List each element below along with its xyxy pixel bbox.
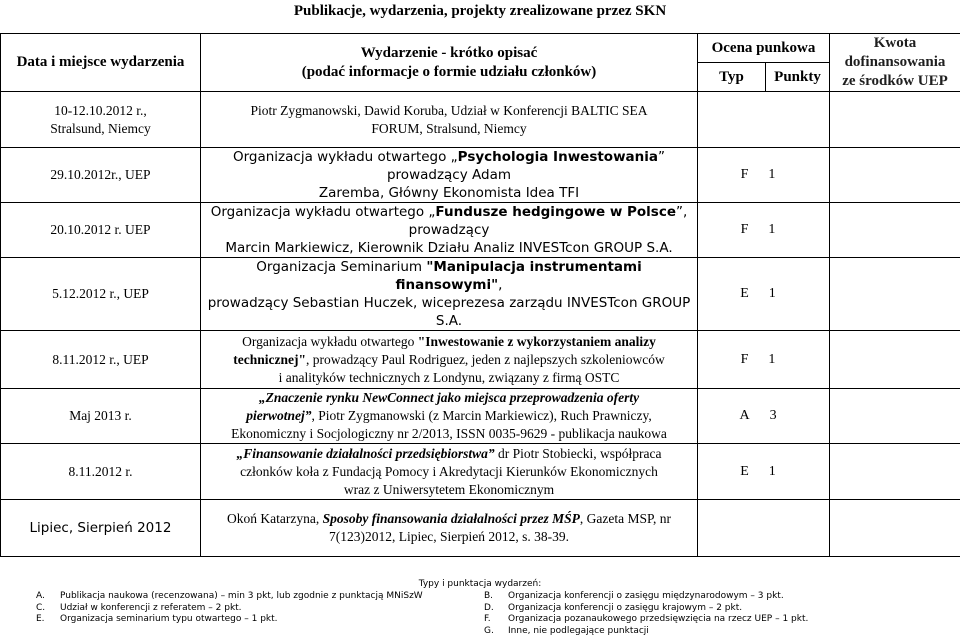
date-line: Stralsund, Niemcy (50, 120, 151, 136)
legend-key: B. (484, 591, 494, 601)
header-event-line2: (podać informacje o formie udziału członków) (301, 63, 597, 80)
legend-item (36, 614, 423, 626)
legend-text: Inne, nie podlegające punktacji (508, 625, 649, 636)
score-cell (698, 258, 830, 331)
event-text: , Gazeta MSP, nr (579, 511, 672, 526)
funding-cell (830, 258, 960, 331)
event-cell (201, 258, 698, 331)
date-cell: 8.11.2012 r., UEP (1, 331, 201, 389)
legend-key: A. (36, 591, 45, 601)
funding-cell (830, 500, 960, 557)
table-row (1, 148, 960, 203)
event-line: FORUM, Stralsund, Niemcy (371, 120, 527, 136)
header-funding-line2: dofinansowania (844, 54, 946, 70)
legend-text: Udział w konferencji z referatem – 2 pkt. (60, 602, 242, 613)
legend-item (36, 591, 423, 603)
type-value: F (740, 351, 769, 367)
type-value: F (740, 222, 769, 237)
event-title: „Finansowanie działalności przedsiębiorstwa” (236, 445, 495, 461)
event-line: Zaremba, Główny Ekonomista Idea TFI (318, 185, 580, 201)
date-cell: 8.11.2012 r. (1, 444, 201, 500)
points-value: 1 (768, 463, 796, 479)
type-value: E (740, 463, 769, 479)
event-line (204, 148, 694, 184)
funding-cell (830, 389, 960, 444)
event-line: członków koła z Fundacją Pomocy i Akredytacji Kierunków Ekonomicznych (240, 463, 658, 479)
event-cell (201, 92, 698, 148)
event-title: Fundusze hedgingowe w Polsce (435, 204, 676, 220)
legend-title: Typy i punktacja wydarzeń: (418, 579, 542, 589)
legend-key: D. (484, 602, 494, 613)
score-cell (698, 331, 830, 389)
event-cell (201, 389, 698, 444)
event-title: Psychologia Inwestowania (457, 149, 659, 165)
legend-item (36, 603, 423, 615)
score-cell (698, 500, 830, 557)
score-cell (698, 444, 830, 500)
event-line: wraz z Uniwersytetem Ekonomicznym (343, 481, 555, 497)
event-text: Okoń Katarzyna, (226, 511, 323, 526)
table-row (1, 331, 960, 389)
date-cell: Lipiec, Sierpień 2012 (1, 500, 201, 557)
event-line: 7(123)2012, Lipiec, Sierpień 2012, s. 38-39. (329, 529, 569, 544)
header-funding-line1: Kwota (873, 35, 917, 51)
funding-cell (830, 203, 960, 258)
header-funding-line3: ze środków UEP (842, 73, 948, 89)
header-row (1, 34, 960, 63)
event-line (204, 445, 694, 463)
event-cell (201, 148, 698, 203)
points-value: 1 (768, 286, 796, 301)
legend-right (484, 591, 808, 637)
legend-text: Organizacja pozanaukowego przedsięwzięcia na rzecz UEP – 1 pkt. (508, 614, 809, 624)
event-line: Ekonomiczny i Socjologiczny nr 2/2013, ISSN 0035-9629 - publikacja naukowa (231, 426, 667, 441)
event-line: prowadzący Sebastian Huczek, wiceprezesa zarządu INVESTcon GROUP S.A. (207, 295, 691, 329)
legend-text: Organizacja konferencji o zasięgu międzynarodowym – 3 pkt. (508, 591, 784, 601)
table-row (1, 500, 960, 557)
event-text: ”, prowadzący (408, 204, 688, 238)
type-value: E (740, 286, 769, 301)
legend-item (484, 603, 808, 615)
legend-key: E. (36, 614, 45, 624)
funding-cell (830, 92, 960, 148)
legend-item (484, 626, 808, 638)
event-line (204, 407, 694, 425)
date-cell: Maj 2013 r. (1, 389, 201, 444)
header-funding (830, 34, 960, 92)
type-value: A (739, 408, 770, 423)
funding-cell (830, 148, 960, 203)
event-text: Organizacja wykładu otwartego (242, 333, 418, 349)
publications-table (0, 33, 960, 557)
points-value: 1 (768, 351, 796, 367)
header-date-place: Data i miejsce wydarzenia (1, 34, 201, 92)
date-cell: 5.12.2012 r., UEP (1, 258, 201, 331)
event-line (204, 351, 694, 369)
legend-key: F. (484, 614, 491, 624)
table-row (1, 444, 960, 500)
page-title: Publikacje, wydarzenia, projekty zrealizowane przez SKN (293, 3, 667, 19)
score-cell (698, 389, 830, 444)
event-text: , prowadzący Paul Rodriguez, jeden z najlepszych szkoleniowców (305, 351, 665, 367)
points-value: 1 (768, 222, 796, 237)
event-line: „Znaczenie rynku NewConnect jako miejsca przeprowadzenia oferty (258, 390, 640, 405)
header-type: Typ (698, 63, 766, 92)
event-text: Organizacja wykładu otwartego „ (232, 149, 458, 165)
date-cell: 20.10.2012 r. UEP (1, 203, 201, 258)
legend-text: Organizacja konferencji o zasięgu krajowym – 2 pkt. (508, 602, 743, 613)
event-text: , (498, 277, 503, 293)
header-points: Punkty (766, 63, 830, 92)
event-text: dr Piotr Stobiecki, współpraca (494, 445, 662, 461)
event-cell (201, 203, 698, 258)
date-line: 10-12.10.2012 r., (54, 102, 147, 118)
table-row (1, 92, 960, 148)
points-value: 3 (769, 408, 797, 423)
event-text: ” prowadzący Adam (386, 149, 666, 183)
date-cell (1, 92, 201, 148)
event-title: pierwotnej” (246, 408, 312, 423)
event-line: Marcin Markiewicz, Kierownik Działu Analiz INVESTcon GROUP S.A. (225, 240, 673, 256)
event-line (204, 258, 694, 294)
event-text: Organizacja Seminarium (256, 259, 427, 275)
event-line (204, 333, 694, 351)
funding-cell (830, 331, 960, 389)
event-title: Sposoby finansowania działalności przez MŚP (322, 511, 580, 526)
date-cell: 29.10.2012r., UEP (1, 148, 201, 203)
event-line: Piotr Zygmanowski, Dawid Koruba, Udział w Konferencji BALTIC SEA (250, 102, 648, 118)
table-row (1, 258, 960, 331)
legend-item (484, 614, 808, 626)
event-title: technicznej" (233, 351, 306, 367)
event-title: "Inwestowanie z wykorzystaniem analizy (417, 333, 656, 349)
legend-key: C. (36, 602, 46, 613)
event-cell (201, 444, 698, 500)
event-cell (201, 331, 698, 389)
legend-text: Organizacja seminarium typu otwartego – 1 pkt. (60, 614, 278, 624)
event-text: , Piotr Zygmanowski (z Marcin Markiewicz), Ruch Prawniczy, (311, 408, 652, 423)
event-title: "Manipulacja instrumentami finansowymi" (395, 259, 642, 293)
score-cell (698, 203, 830, 258)
event-line (204, 510, 694, 528)
legend-left (36, 591, 423, 626)
table-row (1, 203, 960, 258)
legend (0, 579, 960, 636)
legend-item (484, 591, 808, 603)
score-cell (698, 92, 830, 148)
header-event-line1: Wydarzenie - krótko opisać (360, 44, 538, 61)
event-line (204, 203, 694, 239)
points-value: 1 (768, 167, 796, 182)
event-line: i analityków technicznych z Londynu, związany z firmą OSTC (278, 369, 620, 385)
type-value: F (740, 167, 769, 182)
event-text: Organizacja wykładu otwartego „ (210, 204, 436, 220)
event-cell (201, 500, 698, 557)
legend-key: G. (484, 625, 494, 636)
funding-cell (830, 444, 960, 500)
header-score: Ocena punkowa (698, 34, 830, 63)
legend-text: Publikacja naukowa (recenzowana) – min 3 pkt, lub zgodnie z punktacją MNiSzW (60, 591, 423, 601)
header-event (201, 34, 698, 92)
table-row (1, 389, 960, 444)
score-cell (698, 148, 830, 203)
